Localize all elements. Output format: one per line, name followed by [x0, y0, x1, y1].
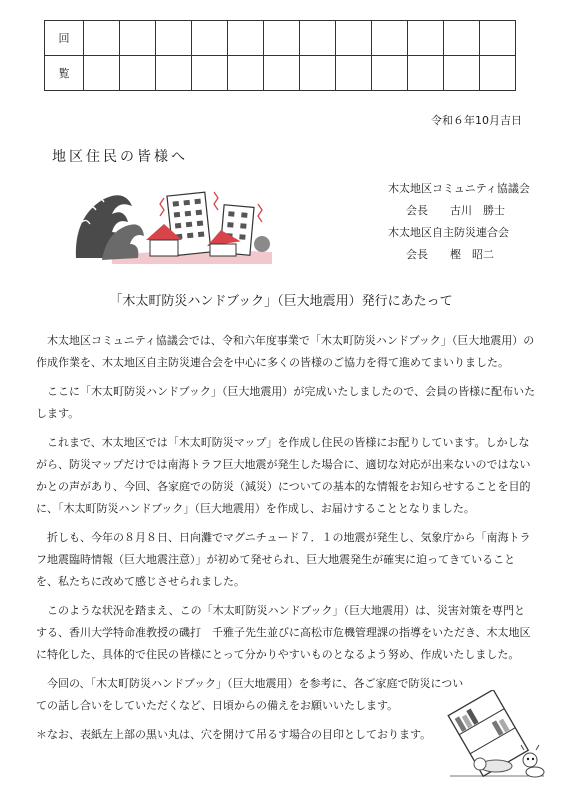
circulation-row-bottom [45, 56, 516, 91]
stamp-cell [372, 21, 408, 56]
sender-org-2: 木太地区自主防災連合会 [388, 226, 509, 239]
body-paragraph-4: 折しも、今年の８月８日、日向灘でマグニチュード７．１の地震が発生し、気象庁から「南海トラフ地震臨時情報（巨大地震注意）」が初めて発せられ、巨大地震発生が確実に迫ってきていることを、私たちに改めて感じさせられました。 [36, 531, 531, 588]
body-paragraph-6: 今回の、「木太町防災ハンドブック」（巨大地震用）を参考に、各ご家庭で防災についての話し合いをしていただくなど、日頃からの備えをお願いいたします。 [36, 677, 464, 712]
person-head [474, 758, 486, 770]
sender-name-2: 樫 昭二 [450, 248, 494, 261]
stamp-cell [408, 21, 444, 56]
stamp-cell [84, 56, 120, 91]
house-wall [150, 240, 178, 256]
sender-org-1: 木太地区コミュニティ協議会 [388, 182, 530, 195]
stamp-cell [84, 21, 120, 56]
body-note: ＊なお、表紙左上部の黒い丸は、穴を開けて吊るす場合の目印としております。 [36, 728, 432, 741]
sender-title-2: 会長 [406, 248, 428, 261]
stamp-cell [336, 56, 372, 91]
stamp-cell [480, 21, 516, 56]
tsunami-earthquake-illustration [72, 178, 282, 266]
stamp-cell [228, 56, 264, 91]
stamp-cell [120, 21, 156, 56]
stamp-cell [120, 56, 156, 91]
tree-shape [254, 236, 270, 252]
stamp-cell [300, 56, 336, 91]
stamp-cell [192, 56, 228, 91]
sender-name-1: 古川 勝士 [450, 204, 505, 217]
body-paragraph-5: このような状況を踏まえ、この「木太町防災ハンドブック」（巨大地震用）は、災害対策を専門とする、香川大学特命准教授の磯打 千雅子先生並びに高松市危機管理課の指導をいただき、木太地区に特化した、具体的で住民の皆様にとって分かりやすいものとなるよう努め、作成いたしました。 [36, 604, 531, 661]
dog-head [523, 753, 537, 767]
body-paragraph-3: これまで、木太地区では「木太町防災マップ」を作成し住民の皆様にお配りしています。しかしながら、防災マップだけでは南海トラフ巨大地震が発生した場合に、適切な対応が出来ないのではないかとの声があり、今回、各家庭での防災（減災）についての基本的な情報をお知らせすることを目的に、「木太町防災ハンドブック」（巨大地震用）を作成し、お届けすることとなりました。 [36, 436, 531, 515]
stamp-cell [156, 56, 192, 91]
sender-line-2 [388, 244, 530, 266]
stamp-cell [156, 21, 192, 56]
body-paragraph-2: ここに「木太町防災ハンドブック」（巨大地震用）が完成いたしましたので、会員の皆様に配布いたします。 [36, 385, 536, 420]
stamp-cell [228, 21, 264, 56]
sender-line-1 [388, 200, 530, 222]
stamp-cell [264, 21, 300, 56]
sender-block [388, 178, 530, 266]
stamp-cell [444, 56, 480, 91]
stamp-cell [336, 21, 372, 56]
stamp-cell [480, 56, 516, 91]
circulation-row-top [45, 21, 516, 56]
dog-body [526, 767, 544, 777]
stamp-cell [408, 56, 444, 91]
house-wall [210, 244, 236, 256]
stamp-cell [300, 21, 336, 56]
stamp-cell [192, 21, 228, 56]
sender-title-1: 会長 [406, 204, 428, 217]
document-title: 「木太町防災ハンドブック」（巨大地震用）発行にあたって [109, 294, 453, 309]
greeting: 地区住民の皆様へ [52, 149, 188, 165]
circulation-label-top: 回 [45, 21, 84, 56]
collapsed-shelf-illustration [440, 690, 552, 790]
body-paragraph-1: 木太地区コミュニティ協議会では、令和六年度事業で「木太町防災ハンドブック」（巨大地震用）の作成作業を、木太地区自主防災連合会を中心に多くの皆様のご協力を得て進めてまいりました。 [36, 334, 535, 369]
circulation-table [44, 20, 516, 91]
stamp-cell [264, 56, 300, 91]
circulation-label-bottom: 覧 [45, 56, 84, 91]
issue-date: 令和６年10月吉日 [431, 114, 522, 127]
stamp-cell [372, 56, 408, 91]
stamp-cell [444, 21, 480, 56]
